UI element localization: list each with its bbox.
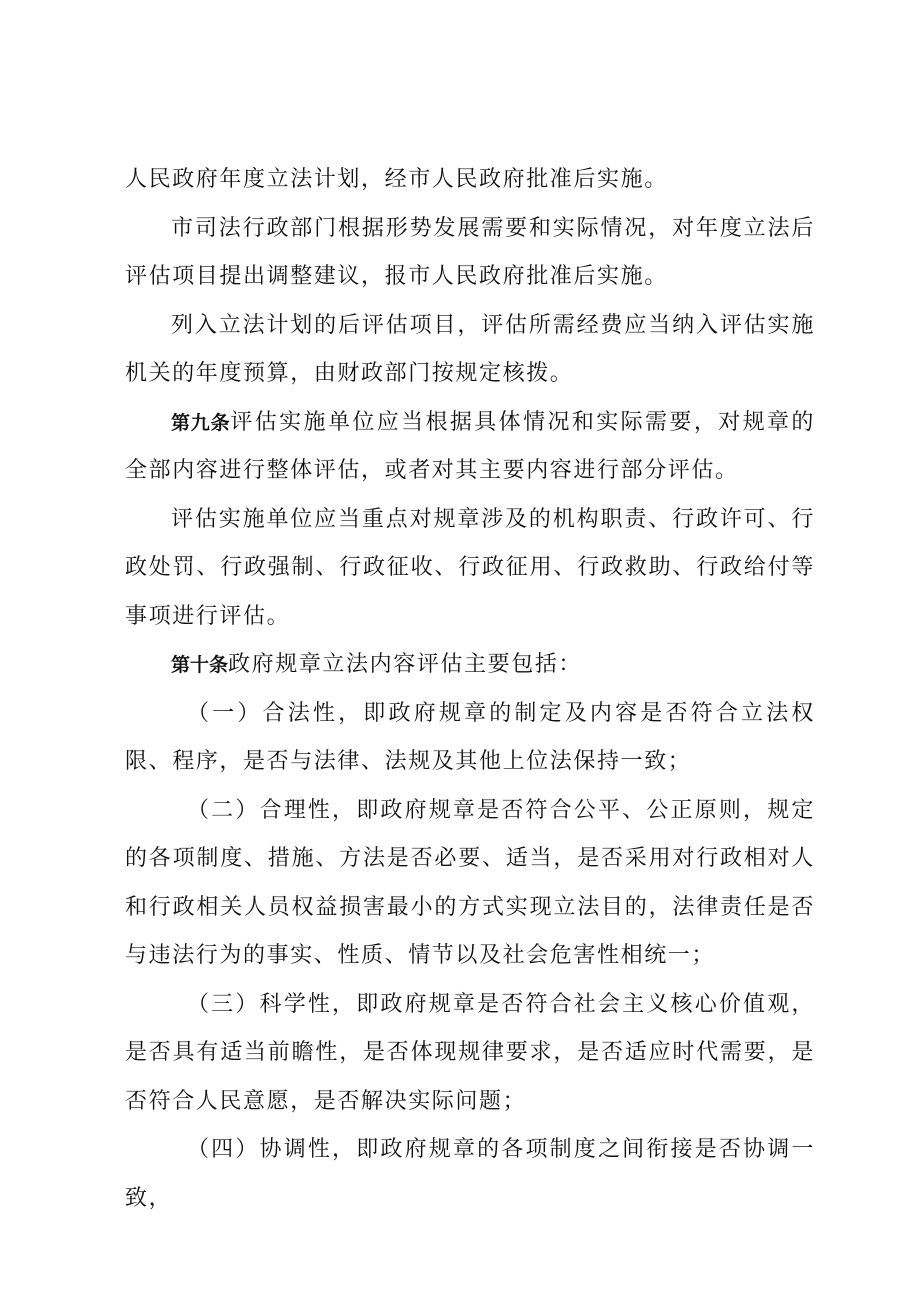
paragraph-key-items: 评估实施单位应当重点对规章涉及的机构职责、行政许可、行政处罚、行政强制、行政征收、行政征用、行政救助、行政给付等事项进行评估。 — [125, 506, 815, 629]
list-item-legality: （一）合法性，即政府规章的制定及内容是否符合立法权限、程序，是否与法律、法规及其他上位法保持一致； — [125, 700, 815, 774]
article-9-text: 评估实施单位应当根据具体情况和实际需要，对规章的全部内容进行整体评估，或者对其主要内容进行部分评估。 — [125, 409, 815, 483]
list-item-rationality: （二）合理性，即政府规章是否符合公平、公正原则，规定的各项制度、措施、方法是否必要、适当，是否采用对行政相对人和行政相关人员权益损害最小的方式实现立法目的，法律责任是否与违法行为的事实、性质、情节以及社会危害性相统一； — [125, 797, 815, 968]
article-9-number: 第九条 — [171, 411, 231, 434]
article-10-text: 政府规章立法内容评估主要包括： — [228, 652, 583, 677]
list-item-scientificity: （三）科学性，即政府规章是否符合社会主义核心价值观，是否具有适当前瞻性，是否体现规律要求，是否适应时代需要，是否符合人民意愿，是否解决实际问题； — [125, 991, 815, 1114]
article-10 — [125, 641, 815, 690]
document-body — [125, 156, 815, 1223]
list-item-coordination: （四）协调性，即政府规章的各项制度之间衔接是否协调一致， — [125, 1137, 815, 1211]
paragraph-funding: 列入立法计划的后评估项目，评估所需经费应当纳入评估实施机关的年度预算，由财政部门按规定核拨。 — [125, 312, 815, 386]
paragraph-adjustment: 市司法行政部门根据形势发展需要和实际情况，对年度立法后评估项目提出调整建议，报市人民政府批准后实施。 — [125, 215, 815, 289]
article-9 — [125, 399, 815, 496]
article-10-number: 第十条 — [171, 654, 229, 676]
paragraph-continuation: 人民政府年度立法计划，经市人民政府批准后实施。 — [125, 167, 668, 192]
